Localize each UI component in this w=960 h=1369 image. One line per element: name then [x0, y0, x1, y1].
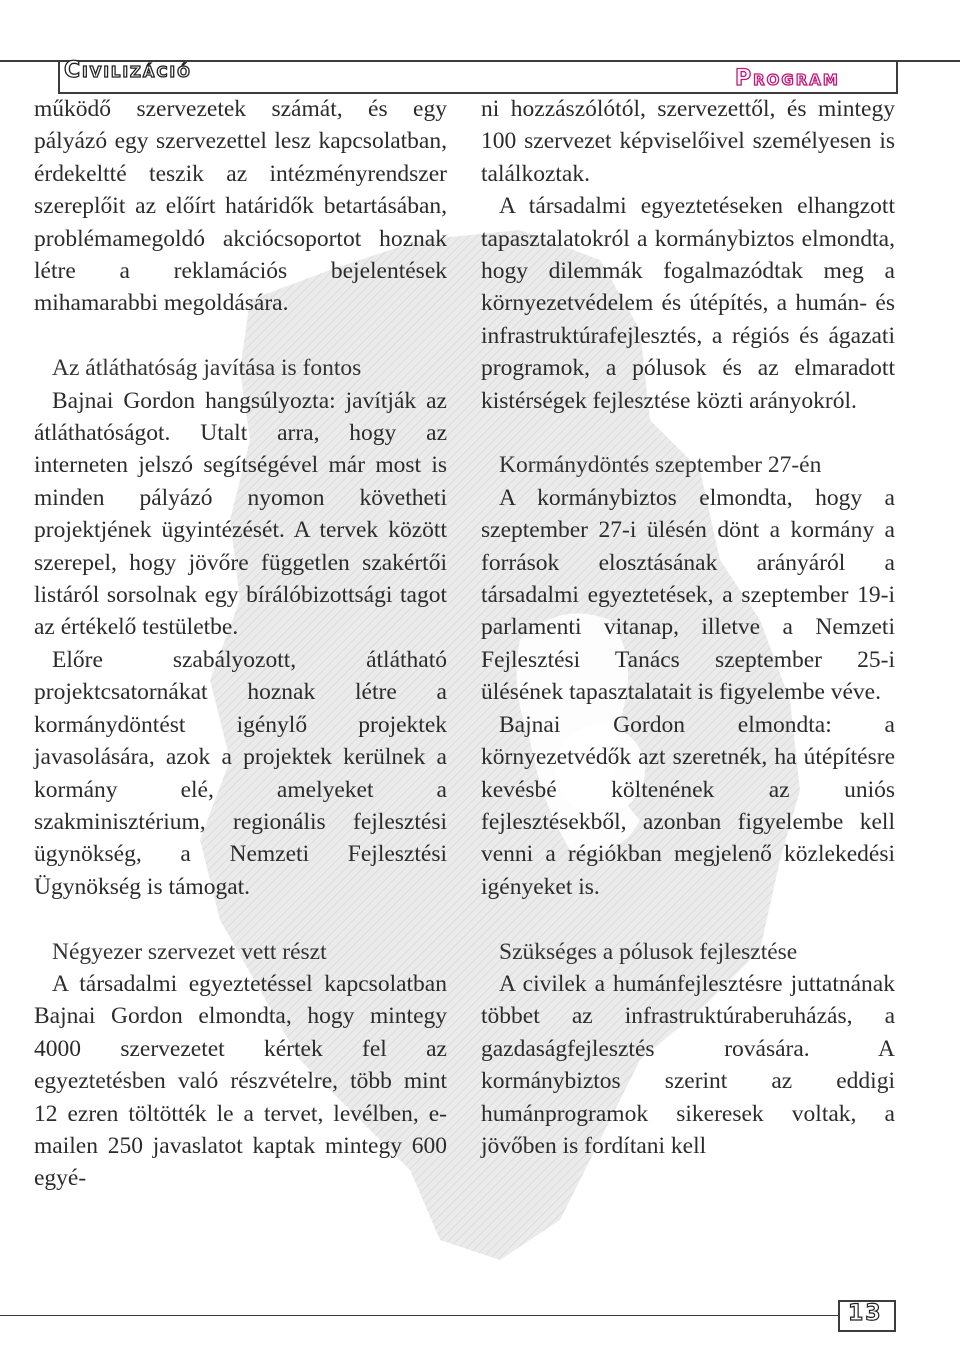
- page-number-box-bottom: [838, 1330, 896, 1332]
- paragraph: A kormánybiztos elmondta, hogy a szeptember 27-i ülésén dönt a kormány a források elosztásának arányáról a társadalmi egyeztetések, a szeptember 19-i parlamenti vitanap, illetve a Nemzeti Fejlesztési Tanács szeptember 25-i ülésének tapasztalatait is figyelembe véve.: [481, 484, 895, 706]
- paragraph: Bajnai Gordon hangsúlyozta: javítják az átláthatóságot. Utalt arra, hogy az interneten jelszó segítségével már most is minden pályázó nyomon követheti projektjének ügyintézését. A tervek között szerepel, hogy jövőre független szakértői listáról sorsolnak egy bírálóbizottsági tagot az értékelő testületbe.: [34, 387, 447, 641]
- subheading: Négyezer szervezet vett részt: [52, 938, 327, 965]
- section-title-right: Program: [735, 66, 840, 91]
- page-number-box-left: [838, 1300, 840, 1332]
- paragraph: A társadalmi egyeztetéseken elhangzott tapasztalatokról a kormánybiztos elmondta, hogy dilemmák fogalmazódtak meg a környezetvédelem és útépítés, a humán- és infrastruktúrafejlesztés, a régiós és ágazati programok, a pólusok és az elmaradott kistérségek fejlesztése közti arányokról.: [481, 193, 895, 414]
- paragraph: Előre szabályozott, átlátható projektcsatornákat hoznak létre a kormánydöntést igénylő projektek javasolására, azok a projektek kerülnek a kormány elé, amelyeket a szakminisztérium, regionális fejlesztési ügynökség, a Nemzeti Fejlesztési Ügynökség is támogat.: [34, 646, 447, 900]
- paragraph: A civilek a humánfejlesztésre juttatnának többet az infrastruktúraberuházás, a gazdaságfejlesztés rovására. A kormánybiztos szerint az eddigi humánprogramok sikeresek voltak, a jövőben is fordítani kell: [481, 970, 895, 1159]
- paragraph: A társadalmi egyeztetéssel kapcsolatban Bajnai Gordon elmondta, hogy mintegy 4000 szervezetet kértek fel az egyeztetésben való részvételre, több mint 12 ezren töltötték le a tervet, levélben, e-mailen 250 javaslatot kaptak mintegy 600 egyé-: [34, 970, 447, 1192]
- page-number: 13: [848, 1301, 883, 1326]
- subheading: Kormánydöntés szeptember 27-én: [499, 452, 822, 479]
- header-bracket-right: [890, 62, 898, 94]
- left-column: [34, 93, 447, 1195]
- paragraph: működő szervezetek számát, és egy pályázó egy szervezettel lesz kapcsolatban, érdekeltté teszik az intézményrendszer szereplőit az előírt határidők betartásában, problémamegoldó akciócsoportot hoznak létre a reklamációs bejelentések mihamarabbi megoldására.: [34, 96, 447, 317]
- paragraph: ni hozzászólótól, szervezettől, és mintegy 100 szervezet képviselőivel személyesen is találkoztak.: [481, 96, 895, 187]
- subheading: Szükséges a pólusok fejlesztése: [499, 938, 798, 965]
- footer-rule: [0, 1315, 838, 1316]
- right-column: [481, 93, 895, 1162]
- paragraph: Bajnai Gordon elmondta: a környezetvédők azt szeretnék, ha útépítésre kevésbé költenének az uniós fejlesztésekből, azonban figyelembe kell venni a régiókban megjelenő közlekedési igényeket is.: [481, 711, 895, 900]
- page-number-box-right: [894, 1300, 896, 1332]
- subheading: Az átláthatóság javítása is fontos: [52, 355, 362, 382]
- section-title-left: Civilizáció: [64, 58, 192, 83]
